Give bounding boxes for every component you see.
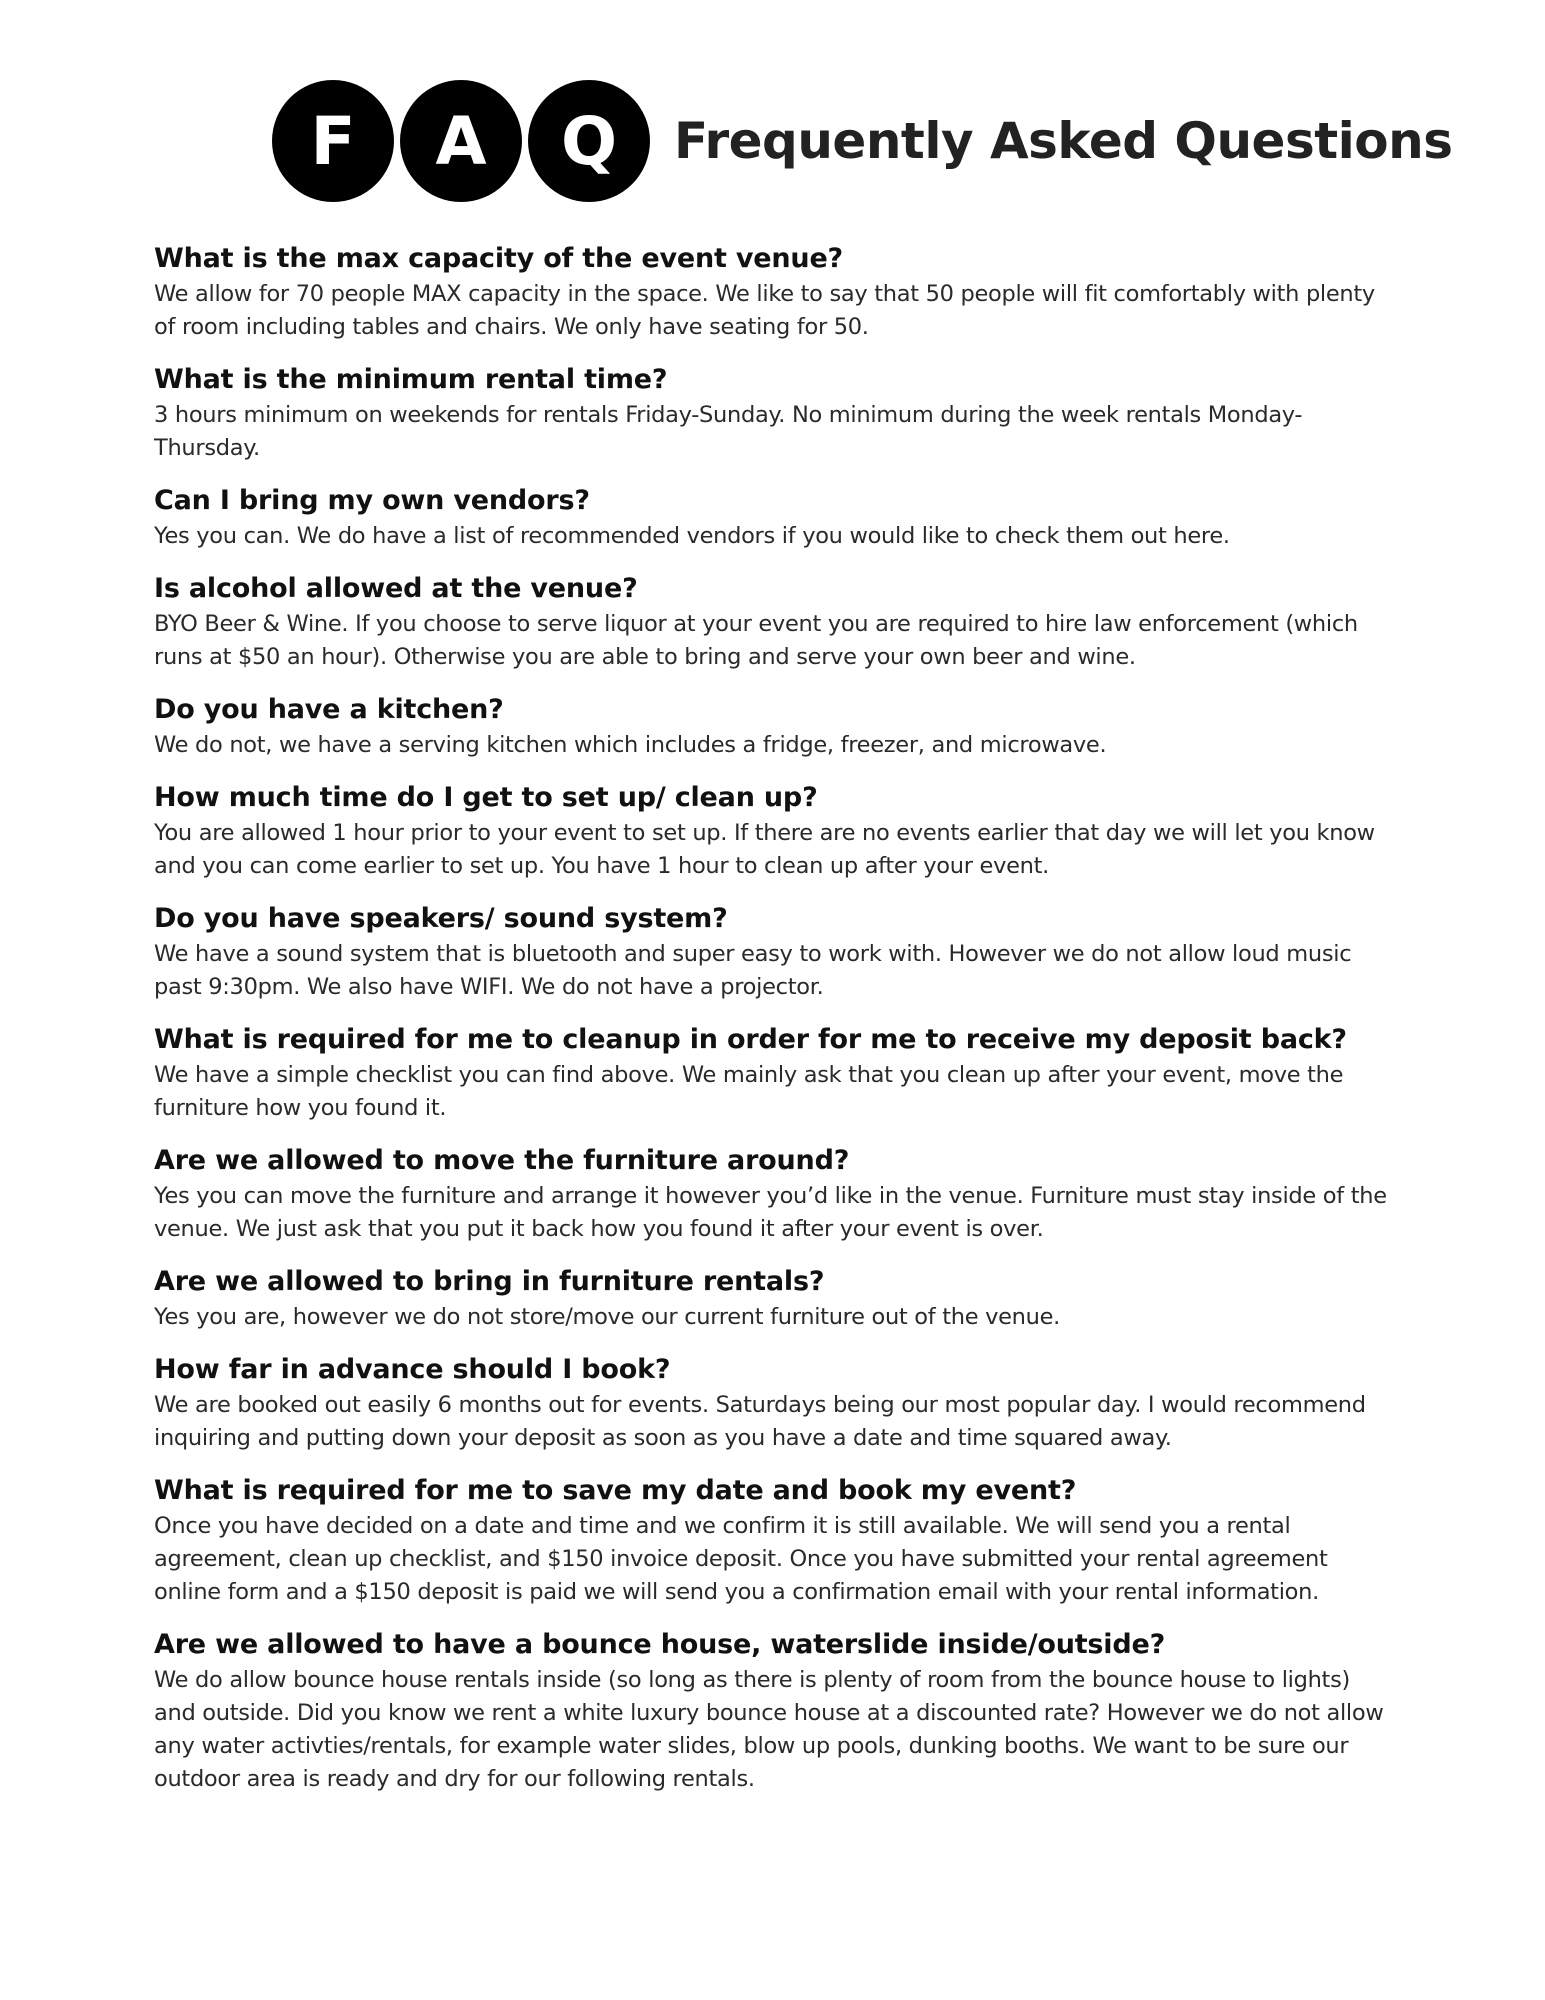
faq-letter-f-badge: F — [272, 80, 394, 202]
faq-item — [154, 691, 1394, 762]
faq-answer: We allow for 70 people MAX capacity in the space. We like to say that 50 people will fit comfortably with plenty of room including tables and chairs. We only have seating for 50. — [154, 281, 1375, 340]
faq-item — [154, 240, 1394, 344]
faq-answer: Once you have decided on a date and time and we confirm it is still available. We will send you a rental agreement, clean up checklist, and $150 invoice deposit. Once you have submitted your rental agreement online form and a $150 deposit is paid we will send you a confirmation email with your rental information. — [154, 1513, 1328, 1605]
faq-answer: Yes you are, however we do not store/move our current furniture out of the venue. — [154, 1304, 1060, 1330]
faq-answer: We have a simple checklist you can find above. We mainly ask that you clean up after your event, move the furniture how you found it. — [154, 1062, 1344, 1121]
faq-item — [154, 779, 1394, 883]
faq-answer: We have a sound system that is bluetooth and super easy to work with. However we do not allow loud music past 9:30pm. We also have WIFI. We do not have a projector. — [154, 941, 1352, 1000]
faq-answer: 3 hours minimum on weekends for rentals Friday-Sunday. No minimum during the week rentals Monday-Thursday. — [154, 402, 1303, 461]
faq-item — [154, 1626, 1394, 1796]
faq-question: Are we allowed to bring in furniture rentals? — [154, 1266, 825, 1297]
faq-item — [154, 1351, 1394, 1455]
faq-question: What is required for me to save my date and book my event? — [154, 1475, 1077, 1506]
faq-list — [154, 240, 1394, 1813]
faq-question: What is required for me to cleanup in order for me to receive my deposit back? — [154, 1024, 1347, 1055]
faq-question: Do you have speakers/ sound system? — [154, 903, 728, 934]
faq-question: What is the minimum rental time? — [154, 364, 668, 395]
faq-item — [154, 1021, 1394, 1125]
faq-question: How far in advance should I book? — [154, 1354, 671, 1385]
faq-question: Can I bring my own vendors? — [154, 485, 590, 516]
faq-question: Are we allowed to move the furniture around? — [154, 1145, 850, 1176]
faq-question: How much time do I get to set up/ clean up? — [154, 782, 818, 813]
faq-item — [154, 1472, 1394, 1609]
faq-item — [154, 1263, 1394, 1334]
faq-item — [154, 570, 1394, 674]
faq-answer: We are booked out easily 6 months out for events. Saturdays being our most popular day. I would recommend inquiring and putting down your deposit as soon as you have a date and time squared away. — [154, 1392, 1366, 1451]
faq-answer: BYO Beer & Wine. If you choose to serve liquor at your event you are required to hire law enforcement (which runs at $50 an hour). Otherwise you are able to bring and serve your own beer and wine. — [154, 611, 1358, 670]
faq-item — [154, 900, 1394, 1004]
faq-letter-a-badge: A — [400, 80, 522, 202]
faq-item — [154, 482, 1394, 553]
faq-question: Are we allowed to have a bounce house, waterslide inside/outside? — [154, 1629, 1166, 1660]
faq-answer: Yes you can. We do have a list of recommended vendors if you would like to check them out here. — [154, 523, 1230, 549]
faq-letter-q-badge: Q — [528, 80, 650, 202]
faq-item — [154, 1142, 1394, 1246]
faq-answer: Yes you can move the furniture and arrange it however you’d like in the venue. Furniture must stay inside of the venue. We just ask that you put it back how you found it after your event is over. — [154, 1183, 1387, 1242]
faq-question: What is the max capacity of the event venue? — [154, 243, 844, 274]
faq-question: Do you have a kitchen? — [154, 694, 504, 725]
faq-item — [154, 361, 1394, 465]
faq-question: Is alcohol allowed at the venue? — [154, 573, 638, 604]
faq-header — [272, 78, 1452, 204]
faq-answer: You are allowed 1 hour prior to your event to set up. If there are no events earlier that day we will let you know and you can come earlier to set up. You have 1 hour to clean up after your event. — [154, 820, 1375, 879]
page-title: Frequently Asked Questions — [674, 112, 1453, 170]
faq-answer: We do not, we have a serving kitchen which includes a fridge, freezer, and microwave. — [154, 732, 1107, 758]
faq-answer: We do allow bounce house rentals inside (so long as there is plenty of room from the bounce house to lights) and outside. Did you know we rent a white luxury bounce house at a discounted rate? However we do not allow any water activties/rentals, for example water slides, blow up pools, dunking booths. We want to be sure our outdoor area is ready and dry for our following rentals. — [154, 1667, 1384, 1792]
